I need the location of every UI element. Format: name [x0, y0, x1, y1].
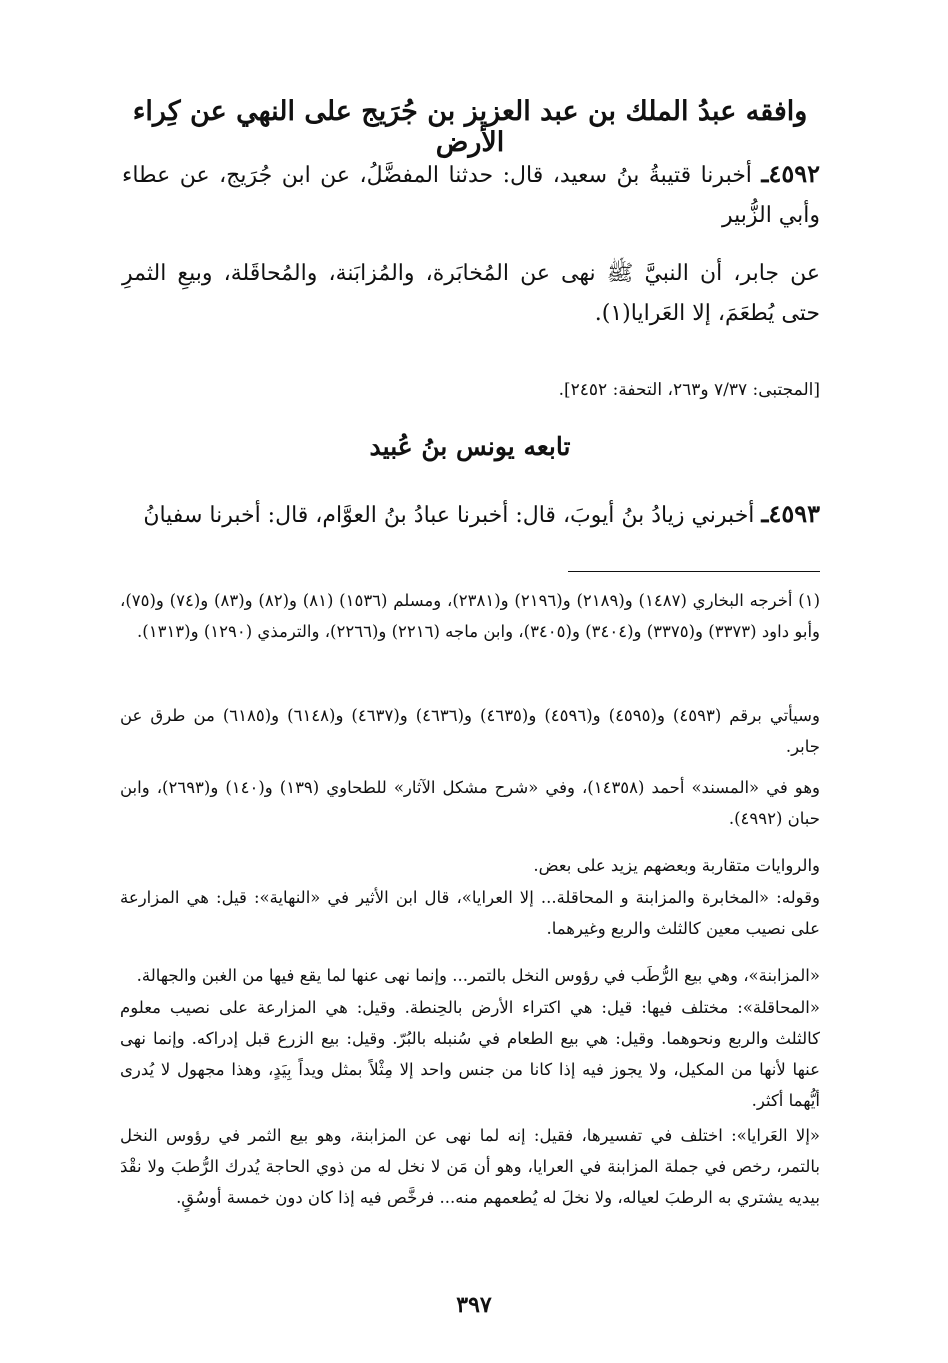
footnote-para: وهو في «المسند» أحمد (١٤٣٥٨)، وفي «شرح مشكل الآثار» للطحاوي (١٣٩) و(١٤٠) و(٢٦٩٣)، وابن حبان (٤٩٩٢).: [120, 778, 820, 828]
hadith-chain-text: أخبرني زيادُ بنُ أيوبَ، قال: أخبرنا عبادُ بنُ العوَّام، قال: أخبرنا سفيانُ: [143, 503, 762, 528]
reference-note: [المجتبى: ٧/٣٧ و٢٦٣، التحفة: ٢٤٥٢].: [558, 380, 820, 400]
footnote-para: «المزابنة»، وهي بيع الرُّطَب في رؤوس النخل بالتمر... وإنما نهى عنها لما يقع فيها من الغبن والجهالة.: [136, 966, 820, 985]
footnote-para: وسيأتي برقم (٤٥٩٣) و(٤٥٩٥) و(٤٥٩٦) و(٤٦٣٥) و(٤٦٣٦) و(٤٦٣٧) و(٦١٤٨) و(٦١٨٥) من طرق عن جابر.: [120, 706, 820, 756]
chapter-heading: وافقه عبدُ الملك بن عبد العزيز بن جُرَيج على النهي عن كِراء الأرض: [132, 96, 808, 158]
hadith-chain-text: أخبرنا قتيبةُ بنُ سعيد، قال: حدثنا المفضَّلُ، عن ابن جُرَيج، عن عطاء وأبي الزُّبير: [122, 163, 820, 228]
footnote-1: (١) أخرجه البخاري (١٤٨٧) و(٢١٨٩) و(٢١٩٦) و(٢٣٨١)، ومسلم (١٥٣٦) (٨١) و(٨٢) و(٨٣) و(٧٤) و(٧٥)، وأبو داود (٣٣٧٣) و(٣٣٧٥) و(٣٤٠٤) و(٣٤٠٥)، وابن ماجه (٢٢١٦) و(٢٢٦٦)، والترمذي (١٢٩٠) و(١٣١٣).: [120, 591, 821, 641]
footnote-para: وقوله: «المخابرة والمزابنة و المحاقلة... إلا العرايا»، قال ابن الأثير في «النهاية»: قيل: هي المزارعة على نصيب معين كالثلث والربع وغيرهما.: [120, 888, 820, 938]
hadith-4592-text: عن جابر، أن النبيَّ ﷺ نهى عن المُخابَرة، والمُزابَنة، والمُحاقَلة، وبيعِ الثمرِ حتى يُطعَمَ، إلا العَرايا(١).: [122, 261, 820, 326]
hadith-number: ٤٥٩٣ـ: [761, 499, 820, 528]
hadith-4592-chain: [122, 154, 820, 236]
footnote-divider: [568, 571, 820, 572]
footnote-para: «المحاقلة»: مختلف فيها: قيل: هي اكتراء الأرض بالحِنطة. وقيل: هي المزارعة على نصيب معلوم كالثلث والربع ونحوهما. وقيل: هي بيع الطعام في سُنبله بالبُرّ. وقيل: بيع الزرع قبل إدراكه. وإنما نهى عنها لأنها من المكيل، ولا يجوز فيه إذا كانا من جنس واحد إلا مِثْلاً بمثل ويداً بِيَدٍ، وهذا مجهول لا يُدرى أيُّهما أكثر.: [120, 998, 820, 1110]
section-subheading: تابعه يونس بنُ عُبيد: [369, 432, 571, 461]
hadith-number: ٤٥٩٢ـ: [761, 159, 820, 188]
footnote-para: والروايات متقاربة وبعضهم يزيد على بعض.: [533, 856, 820, 875]
page-number: ٣٩٧: [456, 1292, 492, 1318]
hadith-4593-chain: [122, 494, 820, 536]
footnote-para: «إلا العَرايا»: اختلف في تفسيرها، فقيل: إنه لما نهى عن المزابنة، وهو بيع الثمر في رؤوس النخل بالتمر، رخص في جملة المزابنة في العرايا، وهو أن مَن لا نخل له من ذوي الحاجة يُدرك الرُّطبَ ولا نقْدَ بيديه يشتري به الرطبَ لعياله، ولا نخلَ له يُطعمهم منه... فرخَّص فيه إذا كان دون خمسة أوسُقٍ.: [120, 1126, 820, 1207]
